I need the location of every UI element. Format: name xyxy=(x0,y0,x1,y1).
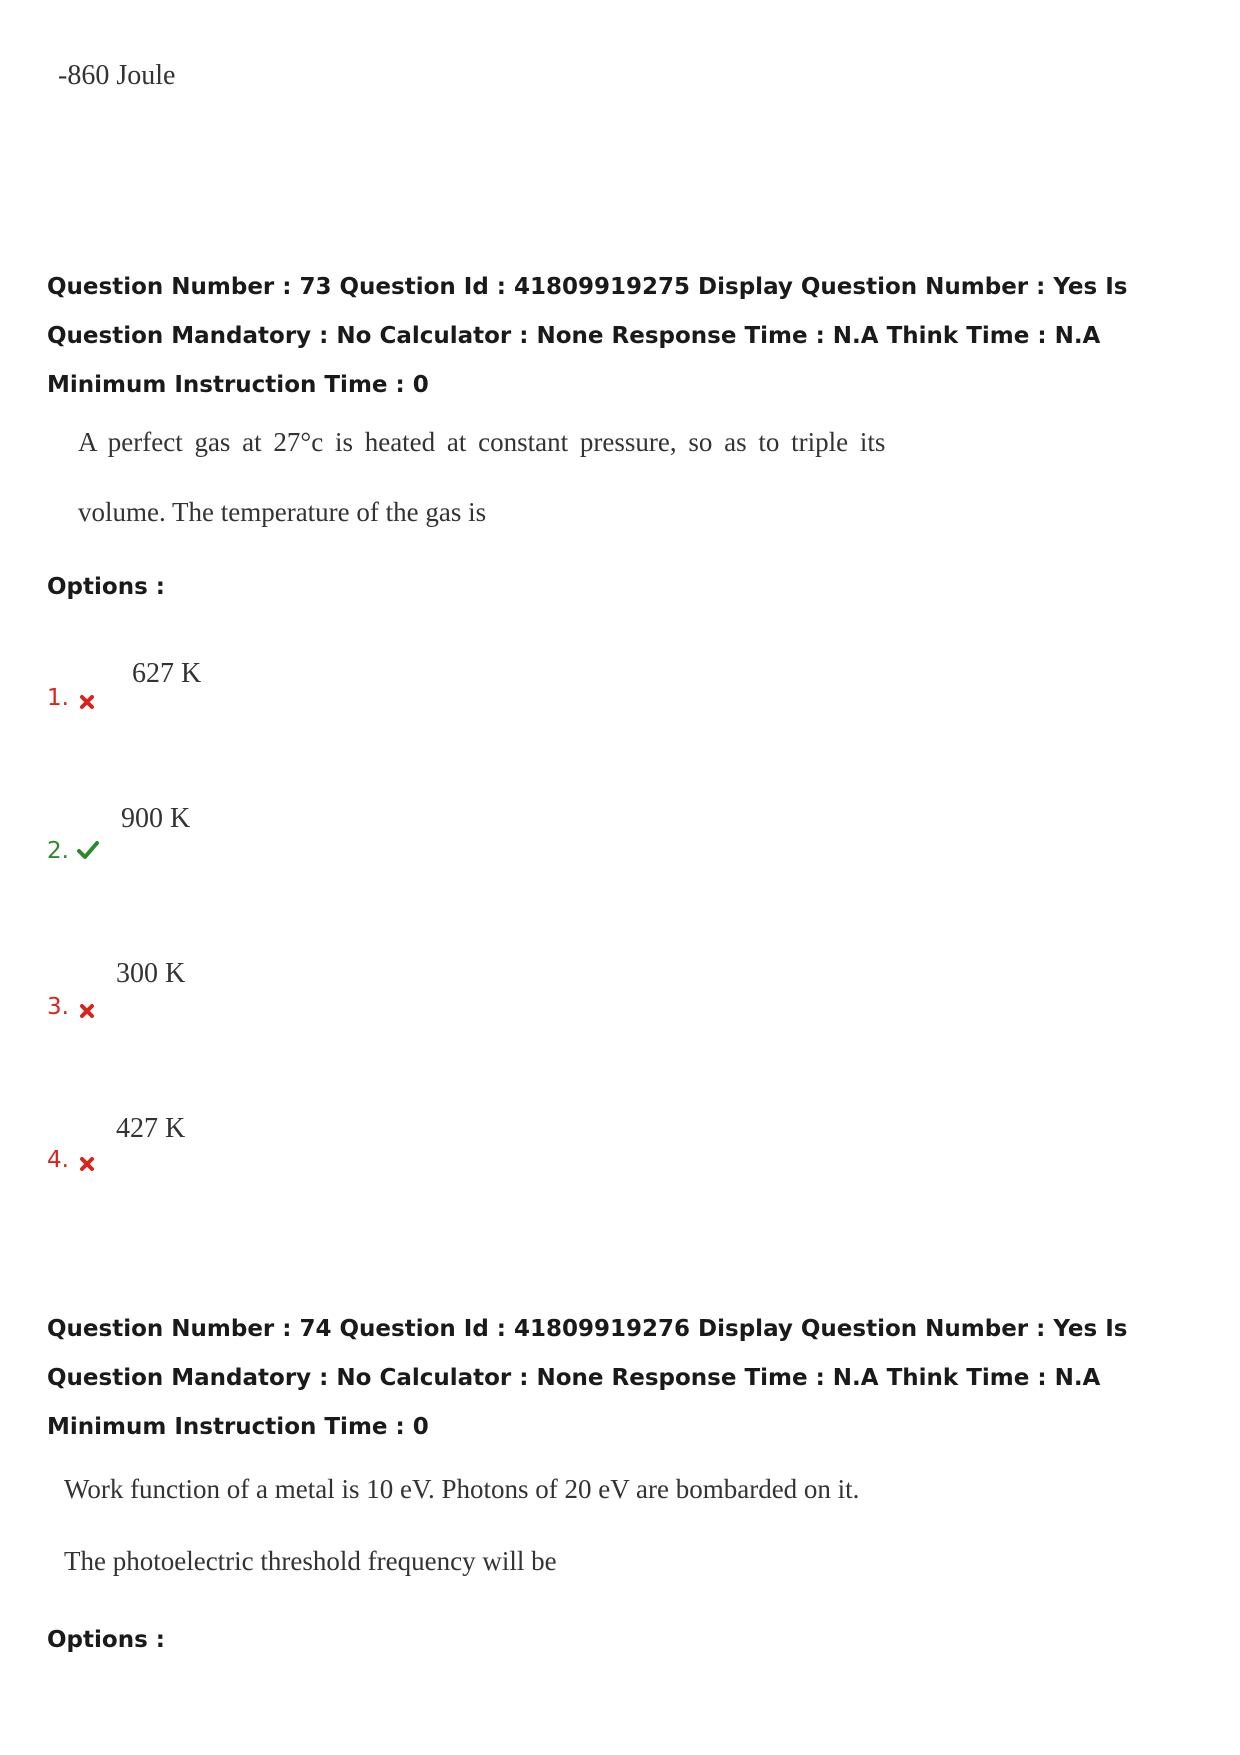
option-number: 3. xyxy=(47,994,69,1020)
cross-icon xyxy=(78,1155,96,1173)
cross-icon xyxy=(78,693,96,711)
option-value: 427 K xyxy=(116,1113,186,1144)
option-value: 627 K xyxy=(132,658,202,689)
question-text-line: A perfect gas at 27°c is heated at constant pressure, so as to triple its xyxy=(78,427,886,457)
question-text-line: Work function of a metal is 10 eV. Photons of 20 eV are bombarded on it. xyxy=(64,1474,860,1504)
option-number: 1. xyxy=(47,685,69,711)
option-number: 2. xyxy=(47,838,69,864)
option-value: 300 K xyxy=(116,958,186,989)
question-text-line: The photoelectric threshold frequency will be xyxy=(64,1546,557,1576)
cross-icon xyxy=(78,1002,96,1020)
options-label: Options : xyxy=(47,1627,165,1653)
previous-option-value: -860 Joule xyxy=(58,60,176,91)
option-value: 900 K xyxy=(121,803,191,834)
question-text-line: volume. The temperature of the gas is xyxy=(78,497,487,527)
question-meta: Question Number : 74 Question Id : 41809919276 Display Question Number : Yes Is Question Mandatory : No Calculator : None Response Time : N.A Think Time : N.A Minimum Instruction Time : 0 xyxy=(47,1316,1128,1440)
options-label: Options : xyxy=(47,574,165,600)
check-icon xyxy=(76,840,100,860)
option-number: 4. xyxy=(47,1147,69,1173)
question-meta: Question Number : 73 Question Id : 41809919275 Display Question Number : Yes Is Question Mandatory : No Calculator : None Response Time : N.A Think Time : N.A Minimum Instruction Time : 0 xyxy=(47,274,1128,398)
